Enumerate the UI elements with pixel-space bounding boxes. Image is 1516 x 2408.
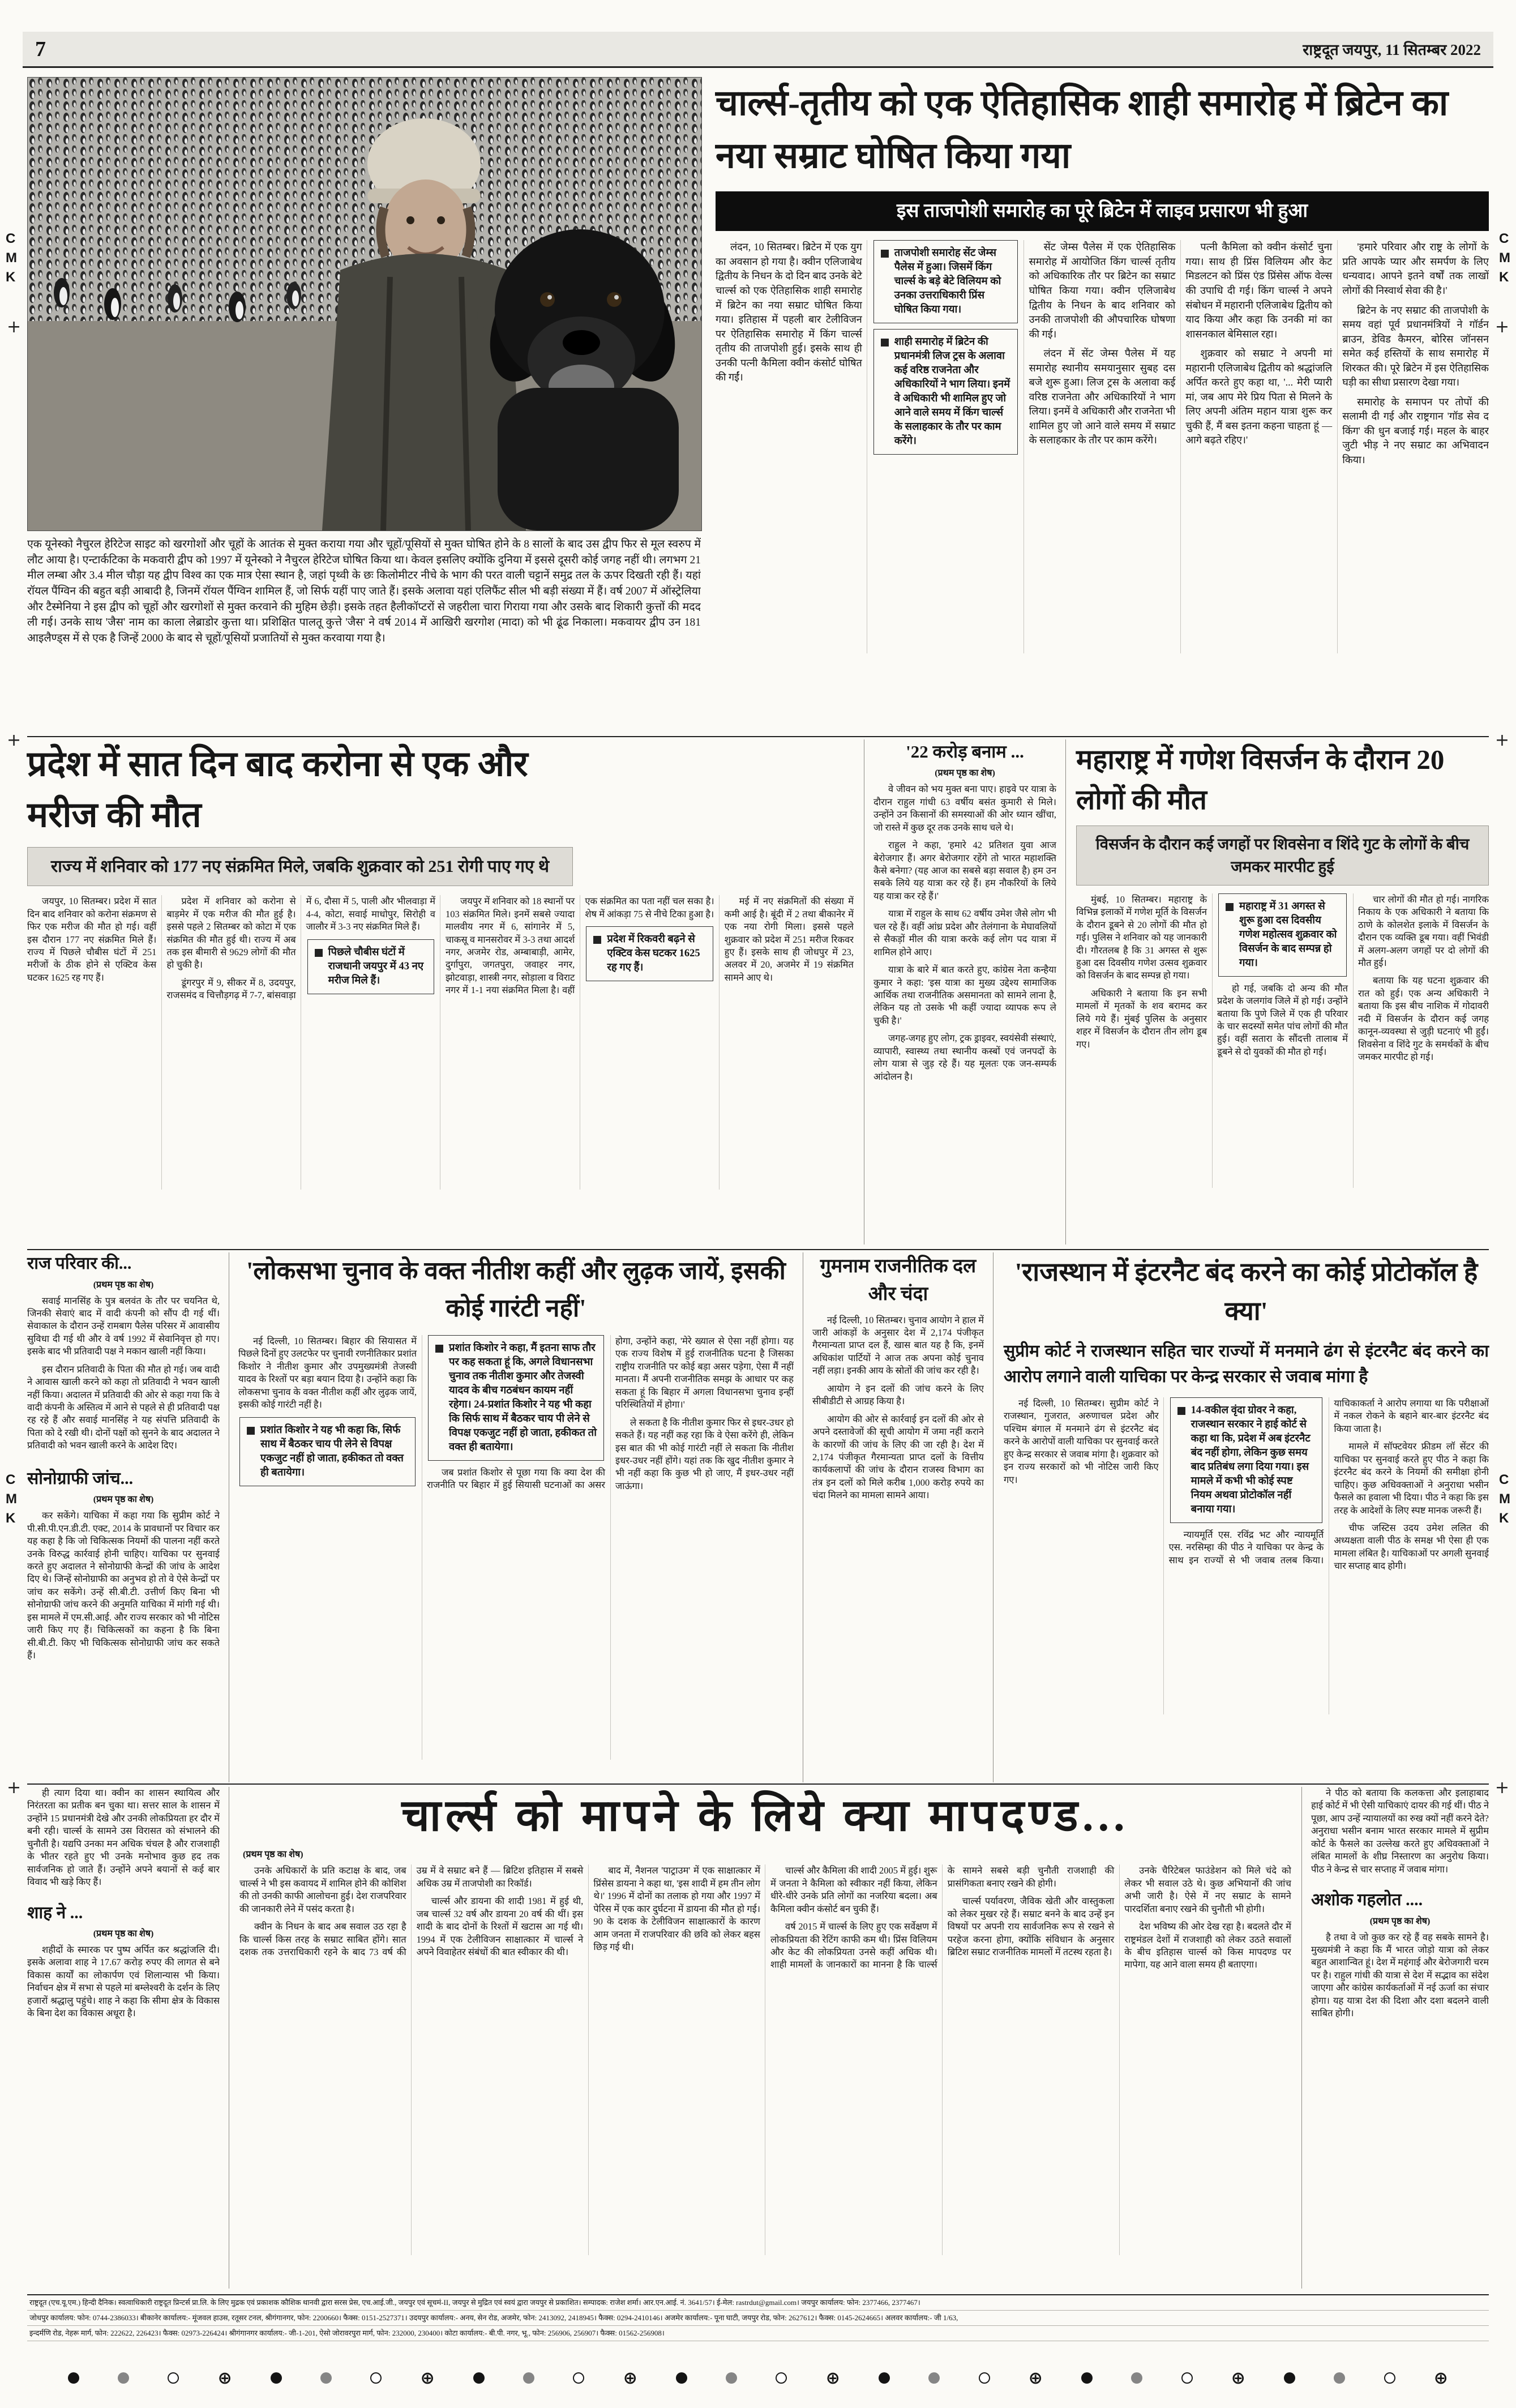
- article-internet-shutdown: [993, 1252, 1489, 1782]
- cmk-k: K: [1499, 1511, 1509, 1526]
- article-ganesh-visarjan: [1065, 739, 1489, 1244]
- continuation-label: (प्रथम पृष्ठ का शेष): [93, 1280, 154, 1290]
- bottom-right-column: [1302, 1787, 1489, 2289]
- square-bullet-icon: [315, 949, 323, 957]
- registration-cross-icon: ⊕: [420, 2368, 435, 2388]
- paragraph: हो गई, जबकि दो अन्य की मौत प्रदेश के जलगांव जिले में हो गई। उन्होंने बताया कि पुणे जिले में एक ही परिवार के चार सदस्यों समेत पांच लोगों की मौत हुई। वहीं सतारा के सौंदत्ती तालाब में डूबने से दो युवकों की मौत हो गई।: [1217, 982, 1348, 1057]
- paragraph: चार लोगों की मौत हो गई। नागरिक निकाय के एक अधिकारी ने बताया कि ठाणे के कोलशेत इलाके में विसर्जन के दौरान एक व्यक्ति डूब गया। वहीं भिवंडी में अलग-अलग जगहों पर दो लोगों की मौत हुई।: [1358, 893, 1489, 969]
- registration-cross: +: [1494, 1778, 1509, 1798]
- bullet-text: शाही समारोह में ब्रिटेन की प्रधानमंत्री लिज ट्रस के अलावा कई वरिष्ठ राजनेता और अधिकारियों ने भाग लिया। इनमें वे अधिकारी भी शामिल हुए जो आने वाले समय में किंग चार्ल्स के सलाहकार के तौर पर काम करेंगे।: [894, 336, 1010, 447]
- note-text: महाराष्ट्र में 31 अगस्त से शुरू हुआ दस दिवसीय गणेश महोत्सव शुक्रवार को विसर्जन के बाद सम्पन्न हो गया।: [1239, 900, 1337, 969]
- paragraph: यात्रा में राहुल के साथ 62 वर्षीय उमेश जैसे लोग भी चल रहे हैं। वहीं आंध्र प्रदेश और तेलंगाना के मेघावलियों से सैकड़ों मील की यात्रा करके कई लोग पद यात्रा में शामिल होने आए।: [873, 908, 1056, 957]
- paragraph: उनके अधिकारों के प्रति कटाक्ष के बाद, जब चार्ल्स ने भी इस कवायद में शामिल होने की कोशिश की तो उनकी काफी आलोचना हुई। देश राजपरिवार की जानकारी लेने में पसंद करता है।: [239, 1865, 406, 1914]
- corona-note: [307, 939, 434, 994]
- paragraph: वर्ष 2015 में चार्ल्स के लिए हुए एक सर्वेक्षण में लोकप्रियता की रेटिंग काफी कम थी। प्रिंस विलियम और केट की लोकप्रियता उनसे कहीं अधिक थी। शाही मामलों के जानकारों का मानना है कि चार्ल्स के सामने सबसे बड़ी चुनौती राजशाही की प्रासंगिकता बनाए रखने की होगी।: [770, 1865, 1115, 1970]
- registration-cross-icon: ⊕: [623, 2368, 637, 2388]
- corona-headline: प्रदेश में सात दिन बाद करोना से एक और मरीज की मौत: [27, 745, 528, 835]
- page-header: [23, 32, 1493, 68]
- cmk-m: M: [1499, 1491, 1510, 1507]
- masthead-title: राष्ट्रदूत जयपुर, 11 सितम्बर 2022: [1303, 41, 1481, 58]
- paragraph: मई में नए संक्रमितों की संख्या में कमी आई है। बूंदी में 2 तथा बीकानेर में एक नया रोगी मिला। इससे पहले शुक्रवार को प्रदेश में 251 मरीज रिकवर हुए हैं। इसके साथ ही जोधपुर में 23, अलवर में 20, अजमेर में 19 संक्रमित सामने आए थे।: [724, 896, 854, 983]
- cmk-c: C: [6, 231, 16, 246]
- raj-parivar-body: [27, 1295, 220, 1457]
- b22-headline: '22 करोड़ बनाम ...: [906, 742, 1024, 762]
- square-bullet-icon: [593, 936, 601, 944]
- nitish-body: [238, 1335, 794, 1760]
- article-gehlot-continuation: [1311, 1889, 1489, 2025]
- bottom-section: [27, 1787, 1489, 2289]
- continuation-label: (प्रथम पृष्ठ का शेष): [93, 1929, 154, 1939]
- mapdand-left-lead: [27, 1787, 220, 1894]
- paragraph: यात्रा के बारे में बात करते हुए, कांग्रेस नेता कन्हैया कुमार ने कहा: 'इस यात्रा का मुख्य उद्देश्य सामाजिक आर्थिक तथा राजनीतिक असमानता को सामने लाना है, लेकिन यह तो उसके भी कहीं ज्यादा व्यापक रूप ले चुकी है।': [873, 964, 1056, 1026]
- paragraph: मुंबई, 10 सितम्बर। महाराष्ट्र के विभिन्न इलाकों में गणेश मूर्ति के विसर्जन के दौरान डूबने से 20 लोगों की मौत हो गई। पुलिस ने शनिवार को यह जानकारी दी। गौरतलब है कि 31 अगस्त से शुरू हुआ दस दिवसीय गणेश उत्सव शुक्रवार को विसर्जन के बाद सम्पन्न हो गया।: [1076, 893, 1207, 981]
- paragraph: उनके चैरिटेबल फाउंडेशन को मिले चंदे को लेकर भी सवाल उठे थे। कुछ अभियानों की जांच अभी जारी है। ऐसे में नए सम्राट के सामने पारदर्शिता बनाए रखने की चुनौती भी होगी।: [1124, 1865, 1291, 1914]
- cmk-c: C: [6, 1472, 16, 1487]
- registration-dot-icon: [676, 2372, 687, 2384]
- photo-illustration: [28, 78, 701, 531]
- paragraph: समारोह के समापन पर तोपों की सलामी दी गई और राष्ट्रगान 'गॉड सेव द किंग' की धुन बजाई गई। महल के बाहर जुटी भीड़ ने नए सम्राट का अभिवादन किया।: [1342, 396, 1489, 466]
- continuation-label: (प्रथम पृष्ठ का शेष): [1369, 1916, 1431, 1926]
- ganesh-note: [1218, 893, 1347, 977]
- corona-note: [586, 926, 713, 981]
- paragraph: मामले में सॉफ्टवेयर फ्रीडम लॉ सेंटर की याचिका पर सुनवाई करते हुए पीठ ने कहा कि इंटरनैट बंद करने के नियमों की समीक्षा होनी चाहिए। कुछ अधिवक्ताओं ने अनुराधा भसीन फैसले का हवाला भी दिया। पीठ ने कहा कि इस तरह के आदेशों के लिए स्पष्ट मानक जरूरी हैं।: [1334, 1441, 1489, 1516]
- cmk-k: K: [6, 1511, 16, 1526]
- note-text: प्रशांत किशोर ने यह भी कहा कि, सिर्फ साथ में बैठकर चाय पी लेने से विपक्ष एकजुट नहीं हो जाता, हकीकत तो वक्त ही बतायेगा।: [260, 1424, 404, 1478]
- registration-dot-icon: [271, 2372, 282, 2384]
- continuation-label: (प्रथम पृष्ठ का शेष): [935, 768, 995, 779]
- paragraph: जयपुर में शनिवार को 18 स्थानों पर 103 संक्रमित मिले। इनमें सबसे ज्यादा मालवीय नगर में 6, सांगानेर में 5, चाकसू व मानसरोवर में 3-3 तथा आदर्श नगर, अजमेर रोड, अम्बाबाड़ी, आमेर, दुर्गापुरा, जगतपुरा, जवाहर नगर, झोटवाड़ा, शास्त्री नगर, सोड़ाला व विराट नगर में 1-1 नया संक्रमित मिला है। वहीं एक संक्रमित का पता नहीं चल सका है। शेष में आंकड़ा 75 से नीचे टिका हुआ है।: [445, 896, 714, 996]
- registration-cross: +: [1494, 730, 1509, 750]
- registration-dot-icon: [168, 2372, 179, 2384]
- paragraph: देश भविष्य की ओर देख रहा है। बदलते दौर में राष्ट्रमंडल देशों में राजशाही को लेकर उठते सवालों के बीच इतिहास चार्ल्स को किस मापदण्ड पर मापेगा, यह आने वाला समय ही बताएगा।: [1124, 1921, 1291, 1970]
- internet-headline: 'राजस्थान में इंटरनैट बंद करने का कोई प्रोटोकॉल है क्या': [1014, 1258, 1478, 1325]
- square-bullet-icon: [881, 250, 889, 258]
- note-text: प्रदेश में रिकवरी बढ़ने से एक्टिव केस घटकर 1625 रह गए हैं।: [607, 934, 700, 974]
- penguin-island-photo: [27, 77, 702, 531]
- registration-dot-icon: [928, 2372, 940, 2384]
- cmk-k: K: [6, 270, 16, 285]
- paragraph: लंदन में सेंट जेम्स पैलेस में यह समारोह स्थानीय समयानुसार सुबह दस बजे शुरू हुआ। लिज ट्रस के अलावा कई वरिष्ठ राजनेता और अधिकारियों ने भाग लिया। इनमें वे अधिकारी और राजनेता भी शामिल हुए जो आने वाले समय में सम्राट के सलाहकार के तौर पर काम करेंगे।: [1029, 348, 1176, 446]
- paragraph: ब्रिटेन के नए सम्राट की ताजपोशी के समय वहां पूर्व प्रधानमंत्रियों ने गॉर्डन ब्राउन, डेविड कैमरन, बोरिस जॉनसन समेत कई हस्तियों के साथ समारोह में शिरकत की। पूरे ब्रिटेन में इस ऐतिहासिक घड़ी का सीधा प्रसारण देखा गया।: [1342, 304, 1489, 388]
- article-mapdand: [229, 1787, 1302, 2289]
- paragraph: नई दिल्ली, 10 सितम्बर। सुप्रीम कोर्ट ने राजस्थान, गुजरात, अरुणाचल प्रदेश और पश्चिम बंगाल में मनमाने ढंग से इंटरनैट बंद करने के आरोपों वाली याचिका पर सुनवाई करते हुए केन्द्र सरकार से जवाब मांगा है। शुक्रवार को इन राज्य सरकारों को भी नोटिस जारी किए गए।: [1004, 1398, 1159, 1485]
- paragraph: बाद में, नैशनल 'पाट्राउम' में एक साक्षात्कार में प्रिंसेस डायना ने कहा था, 'इस शादी में हम तीन लोग थे।' 1996 में दोनों का तलाक हो गया और 1997 में पेरिस में एक कार दुर्घटना में डायना की मौत हो गई। 90 के दशक के टेलीविजन साक्षात्कारों के कारण आम जनता में राजपरिवार की छवि को लेकर बहस छिड़ गई थी।: [593, 1865, 760, 1953]
- paragraph: न्यायमूर्ति एस. रविंद्र भट और न्यायमूर्ति एस. नरसिम्हा की पीठ ने याचिका पर केन्द्र के साथ इन राज्यों से भी जवाब तलब किया। याचिकाकर्ता ने आरोप लगाया था कि परीक्षाओं में नकल रोकने के बहाने बार-बार इंटरनैट बंद किया जाता है।: [1168, 1398, 1489, 1566]
- gumnam-body: [812, 1314, 984, 1761]
- registration-dot-icon: [68, 2372, 79, 2384]
- gumnam-headline: गुमनाम राजनीतिक दल और चंदा: [820, 1256, 977, 1305]
- note-text: 14-वकील वृंदा ग्रोवर ने कहा, राजस्थान सरकार ने हाई कोर्ट से कहा था कि, प्रदेश में अब इंटरनैट बंद नहीं होगा, लेकिन कुछ समय बाद प्रतिबंध लगा दिया गया। इस मामले में कभी भी कोई स्पष्ट नियम अथवा प्रोटोकॉल नहीं बनाया गया।: [1190, 1405, 1311, 1515]
- registration-dot-icon: [1284, 2372, 1295, 2384]
- square-bullet-icon: [247, 1427, 255, 1435]
- internet-body: [1004, 1397, 1489, 1714]
- paragraph: बताया कि यह घटना शुक्रवार की रात को हुई। एक अन्य अधिकारी ने बताया कि इस बीच नाशिक में गोदावरी नदी में विसर्जन के दौरान कई जगह कानून-व्यवस्था से जुड़ी घटनाएं भी हुईं। शिवसेना व शिंदे गुट के समर्थकों के बीच जमकर मारपीट हो गई।: [1358, 975, 1489, 1063]
- paragraph: जगह-जगह हुए लोग, ट्रक ड्राइवर, स्वयंसेवी संस्थाएं, व्यापारी, स्वास्थ्य तथा स्थानीय कस्बों एवं जनपदों के लोग यात्रा से जुड़ रहे हैं। यह मूलतः एक जन-सम्पर्क आंदोलन है।: [873, 1033, 1056, 1082]
- ganesh-subhead: विसर्जन के दौरान कई जगहों पर शिवसेना व शिंदे गुट के लोगों के बीच जमकर मारपीट हुई: [1076, 826, 1489, 886]
- nitish-headline: 'लोकसभा चुनाव के वक्त नीतीश कहीं और लुढ़क जायें, इसकी कोई गारंटी नहीं': [246, 1257, 786, 1322]
- paragraph: आयोग की ओर से कार्रवाई इन दलों की ओर से अपने दस्तावेजों की सूची आयोग में जमा नहीं कराने के कारणों की जांच के लिए की जा रही है। देश में 2,174 पंजीकृत गैरमान्यता प्राप्त दलों के वित्तीय कार्यकलापों की जांच के दौरान राजस्व विभाग का तंत्र इन दलों को मिले करीब 1,000 करोड़ रुपये का चंदा मिलने का मामला सामने आया।: [812, 1413, 984, 1501]
- square-bullet-icon: [881, 339, 889, 347]
- imprint-line: इन्दर्मणि रोड, नेहरू मार्ग, फोन: 222622, 226423। फैक्स: 02973-226424। श्रीगंगानगर कार्यालय:- जी-1-201, ऐसो जोरावरपुरा मार्ग, फोन: 232000, 230400। कोटा कार्यालय:- बी.पी. नगर, भू., फोन: 256906, 256907। फैक्स: 01562-256908।: [27, 2326, 1489, 2341]
- middle-section: [27, 739, 1489, 1244]
- bullet-text: ताजपोशी समारोह सेंट जेम्स पैलेस में हुआ। जिसमें किंग चार्ल्स के बड़े बेटे विलियम को उनका उत्तराधिकारी प्रिंस घोषित किया गया।: [894, 247, 1001, 316]
- paragraph: क्वीन के निधन के बाद अब सवाल उठ रहा है कि चार्ल्स किस तरह के सम्राट साबित होंगे। सात दशक तक उत्तराधिकारी रहने के बाद 73 वर्ष की उम्र में वे सम्राट बने हैं — ब्रिटिश इतिहास में सबसे अधिक उम्र में ताजपोशी का रिकॉर्ड।: [239, 1865, 584, 1958]
- nitish-note: [239, 1417, 416, 1486]
- charles-headline: चार्ल्स-तृतीय को एक ऐतिहासिक शाही समारोह में ब्रिटेन का नया सम्राट घोषित किया गया: [716, 83, 1449, 176]
- registration-dot-icon: [523, 2372, 534, 2384]
- raj-parivar-headline: राज परिवार की...: [27, 1254, 132, 1273]
- shah-headline: शाह ने ...: [27, 1903, 83, 1922]
- cmk-m: M: [6, 250, 17, 266]
- cmk-k: K: [1499, 270, 1509, 285]
- registration-dot-icon: [979, 2372, 990, 2384]
- paragraph: 'हमारे परिवार और राष्ट्र के लोगों के प्रति आपके प्यार और समर्पण के लिए धन्यवाद। आपने इतने वर्षों तक लाखों लोगों की निस्वार्थ सेवा की है।': [1342, 241, 1489, 296]
- paragraph: आयोग ने इन दलों की जांच करने के लिए सीबीडीटी से आग्रह किया है।: [812, 1383, 984, 1407]
- square-bullet-icon: [1226, 903, 1234, 911]
- paragraph: सेंट जेम्स पैलेस में एक ऐतिहासिक समारोह में आयोजित किंग चार्ल्स तृतीय को अधिकारिक तौर पर ब्रिटेन का सम्राट घोषित किया गया। क्वीन एलिजाबेथ द्वितीय के निधन के बाद शनिवार को उनकी ताजपोशी की औपचारिक घोषणा की गई।: [1029, 241, 1176, 340]
- ganesh-headline: महाराष्ट्र में गणेश विसर्जन के दौरान 20 लोगों की मौत: [1076, 744, 1445, 816]
- registration-cmk-right-mid: [1499, 1472, 1510, 1526]
- paragraph: वे जीवन को भय मुक्त बना पाए। हाइवे पर यात्रा के दौरान राहुल गांधी 63 वर्षीय बसंत कुमारी से मिले। उन्होंने उन किसानों की समस्याओं की ओर ध्यान खींचा, जो रास्ते में कुछ दूर तक उनके साथ चले थे।: [873, 784, 1056, 833]
- paragraph: पत्नी कैमिला को क्वीन कंसोर्ट चुना गया। साथ ही प्रिंस विलियम और केट मिडलटन को प्रिंस एंड प्रिंसेस ऑफ वेल्स की उपाधि दी गई। किंग चार्ल्स ने अपने संबोधन में महारानी एलिजाबेथ द्वितीय को याद किया और कहा कि उनकी मां का शासनकाल बेमिसाल रहा।: [1185, 241, 1333, 340]
- lead-photo-block: [27, 77, 701, 733]
- registration-dot-icon: [1131, 2372, 1142, 2384]
- charles-bullet: [873, 329, 1018, 455]
- internet-note: [1170, 1397, 1323, 1523]
- registration-dot-icon: [726, 2372, 737, 2384]
- paragraph: है तथा वे जो कुछ कर रहे हैं वह सबके सामने है। मुख्यमंत्री ने कहा कि मैं भारत जोड़ो यात्रा को लेकर बहुत आशान्वित हूं। देश में महंगाई और बेरोजगारी चरम पर है। राहुल गांधी की यात्रा से देश में सद्भाव का संदेश जाएगा और कांग्रेस कार्यकर्ताओं में नई ऊर्जा का संचार होगा। यह यात्रा देश की दिशा और दशा बदलने वाली साबित होगी।: [1311, 1931, 1489, 2019]
- charles-standfirst: इस ताजपोशी समारोह का पूरे ब्रिटेन में लाइव प्रसारण भी हुआ: [716, 191, 1489, 231]
- b22-body: [873, 783, 1056, 1202]
- paragraph: इस दौरान प्रतिवादी के पिता की मौत हो गई। जब वादी ने आवास खाली करने को कहा तो प्रतिवादी ने भवन खाली नहीं किया। अदालत में प्रतिवादी की ओर से कहा गया कि वे वादी कंपनी के अस्तित्व में आने से पहले से ही प्रतिवादी पक्ष रह रहे हैं और सवाई मानसिंह ने यह संपत्ति प्रतिवादी के पिता को दे रखी थी। दोनों पक्षों को सुनने के बाद अदालत ने प्रतिवादी को भवन खाली करने के आदेश दिए।: [27, 1363, 220, 1451]
- mapdand-body: [239, 1864, 1291, 2255]
- article-sonography-continuation: [27, 1468, 220, 1667]
- cmk-m: M: [6, 1491, 17, 1507]
- internet-tail: [1311, 1787, 1489, 1881]
- article-charles-coronation: [716, 77, 1489, 733]
- cmk-m: M: [1499, 250, 1510, 266]
- registration-dot-icon: [573, 2372, 584, 2384]
- registration-dot-icon: [776, 2372, 787, 2384]
- left-continuation-column: [27, 1252, 229, 1782]
- photo-caption: एक यूनेस्को नैचुरल हेरिटेज साइट को खरगोशों और चूहों के आतंक से मुक्त कराया गया और चूहों/पूसियों से मुक्त घोषित होने के 8 सालों के बाद उस द्वीप फिर से मूल स्वरुप में लौट आया है। एन्टार्कटिका के मकवारी द्वीप को 1997 में यूनेस्को ने नैचुरल हेरिटेज घोषित किया था। केवल इसलिए क्योंकि दुनिया में इससे दूसरी कोई जगह नहीं थी। लगभग 21 मील लम्बा और 3.4 मील चौड़ा यह द्वीप विश्व का एक मात्र ऐसा स्थान है, जहां पृथ्वी के छः किलोमीटर नीचे के भाग की परत वाली चट्टानें समुद्र तल के ऊपर दिखती रही हैं। यहां रॉयल पैंग्विन की बहुत बड़ी आबादी है, जिनमें रॉयल पैंग्विन शामिल हैं, जो सिर्फ यहीं पाए जाते हैं। इसके अलावा यहां एलिफैंट सील भी बड़ी संख्या में हैं। वर्ष 2007 में ऑस्ट्रेलिया और टैस्मेनिया ने इस द्वीप को चूहों और खरगोशों से मुक्त करवाने की मुहिम छेड़ी। इसके तहत हैलीकॉप्टरों से जहरीला चारा गिराया गया और उसके बाद शिकारी कुत्तों की मदद ली गई। उनके साथ 'जैस' नाम का काला लेब्राडोर कुत्ता था। प्रशिक्षित पालतू कुत्ते 'जैस' ने वर्ष 2014 में आखिरी खरगोश (मादा) को भी ढूंढ निकाला। मकवायर द्वीप उन 181 आइलैण्ड्स में से एक है जिन्हें 2000 के बाद से चूहों/पूसियों प्रजातियों से मुक्त करवाया गया है।: [27, 538, 701, 645]
- charles-body: [716, 240, 1489, 653]
- registration-dot-icon: [1334, 2372, 1345, 2384]
- registration-dot-icon: [118, 2372, 129, 2384]
- registration-cmk-left-mid: [6, 1472, 17, 1526]
- nitish-note: [428, 1335, 604, 1461]
- paragraph: प्रदेश में शनिवार को करोना से बाड़मेर में एक मरीज की मौत हुई है। इससे पहले 2 सितम्बर को कोटा में एक संक्रमित की मौत हुई थी। राज्य में अब तक इस बीमारी से 9629 लोगों की मौत हो चुकी है।: [166, 896, 296, 970]
- square-bullet-icon: [435, 1345, 443, 1353]
- bottom-left-column: [27, 1787, 229, 2289]
- registration-dot-icon: [1384, 2372, 1395, 2384]
- registration-strip: [68, 2366, 1448, 2390]
- section-divider: [27, 736, 1489, 737]
- imprint-line: जोधपुर कार्यालय: फोन: 0744-2386033। बीकानेर कार्यालय:- मूंजवल हाउस, रतूसर टनल, श्रीगंगानगर, फोन: 2200660। फैक्स: 0151-2527371। उदयपुर कार्यालय:- अनय, सेन रोड, अजमेर, फोन: 2413092, 2418945। फैक्स: 0294-2410146। अजमेर कार्यालय:- पूना घाटी, जयपुर रोड, फोन: 2627612। फैक्स: 0145-2624665। अलवर कार्यालय:- जी 1/63,: [27, 2311, 1489, 2326]
- registration-dot-icon: [473, 2372, 485, 2384]
- corona-subhead: राज्य में शनिवार को 177 नए संक्रमित मिले, जबकि शुक्रवार को 251 रोगी पाए गए थे: [27, 847, 573, 887]
- shah-body: [27, 1944, 220, 2025]
- paragraph: डूंगरपुर में 9, सीकर में 8, उदयपुर, राजसमंद व चित्तौड़गढ़ में 7-7, बांसवाड़ा में 6, दौसा में 5, पाली और भीलवाड़ा में 4-4, कोटा, सवाई माधोपुर, सिरोही व जालौर में 3-3 नए संक्रमित मिले हैं।: [166, 896, 435, 1001]
- note-text: पिछले चौबीस घंटों में राजधानी जयपुर में 43 नए मरीज मिले हैं।: [328, 946, 424, 986]
- sonography-headline: सोनोग्राफी जांच...: [27, 1469, 134, 1488]
- paragraph: ले सकता है कि नीतीश कुमार फिर से इधर-उधर हो सकते हैं। यह नहीं कह रहा कि वे ऐसा करेंगे ही, लेकिन इस बात की भी कोई गारंटी नहीं ले सकता कि नीतीश इधर-उधर नहीं होंगे। यहां तक कि खुद नीतीश कुमार ने भी नहीं कहा कि कुछ भी हो जाए, मैं इधर-उधर नहीं जाऊंगा।: [615, 1417, 794, 1491]
- paragraph: ही त्याग दिया था। क्वीन का शासन स्थायित्व और निरंतरता का प्रतीक बन चुका था। सत्तर साल के शासन में उन्होंने 15 प्रधानमंत्री देखे और उनकी लोकप्रियता हर दौर में बनी रही। चार्ल्स के सामने उस विरासत को संभालने की चुनौती है। यद्यपि उनका मन अधिक चंचल है और राजशाही के भीतर रहते हुए भी उनके मनोभाव कुछ हद तक सार्वजनिक हो जाते हैं। उन्होंने अपने बयानों से कई बार विवाद भी खड़े किए हैं।: [27, 1787, 220, 1888]
- paragraph: चार्ल्स और कैमिला की शादी 2005 में हुई। शुरू में जनता ने कैमिला को स्वीकार नहीं किया, लेकिन धीरे-धीरे उनके प्रति लोगों का नजरिया बदला। अब कैमिला क्वीन कंसोर्ट बन चुकी हैं।: [770, 1865, 937, 1914]
- registration-dot-icon: [1081, 2372, 1093, 2384]
- registration-dot-icon: [1181, 2372, 1193, 2384]
- paragraph: कर सकेंगे। याचिका में कहा गया कि सुप्रीम कोर्ट ने पी.सी.पी.एन.डी.टी. एक्ट, 2014 के प्रावधानों पर विचार कर यह कहा है कि जो चिकित्सक नियमों की पालना नहीं करते उनके विरुद्ध कार्रवाई होनी चाहिए। याचिका पर सुनवाई करते हुए अदालत ने सोनोग्राफी केन्द्रों की जांच के आदेश दिए थे। जिन्हें सोनोग्राफी का अनुभव हो तो वे ऐसे केन्द्रों पर जांच कर सकेंगे। उन्हें सी.बी.टी. उत्तीर्ण किए बिना भी सोनोग्राफी जांच करने की अनुमति याचिका में मांगी गई थी। इस मामले में एम.सी.आई. और राज्य सरकार को भी नोटिस जारी किए गए हैं। चिकित्सकों का कहना है कि बिना सी.बी.टी. किए भी चिकित्सक सोनोग्राफी जांच कर सकते हैं।: [27, 1510, 220, 1661]
- charles-bullet: [873, 240, 1018, 323]
- continuation-label: (प्रथम पृष्ठ का शेष): [93, 1495, 154, 1505]
- registration-dot-icon: [879, 2372, 890, 2384]
- paragraph: राहुल ने कहा, 'हमारे 42 प्रतिशत युवा आज बेरोजगार हैं। अगर बेरोजगार रहेंगे तो भारत महाशक्ति कैसे बनेगा? (यह आज का सबसे बड़ा सवाल है) हम उन सबके लिये यह यात्रा कर रहे हैं। हम नौकरियों के लिये यह यात्रा कर रहे हैं।': [873, 840, 1056, 901]
- lower-middle-section: [27, 1252, 1489, 1782]
- registration-cross-icon: ⊕: [1028, 2368, 1043, 2388]
- imprint-footer: [27, 2294, 1489, 2341]
- mapdand-headline: चार्ल्स को मापने के लिये क्या मापदण्ड...: [401, 1791, 1129, 1840]
- registration-cross-icon: ⊕: [825, 2368, 840, 2388]
- paragraph: जब प्रशांत किशोर से पूछा गया कि क्या देश की राजनीति पर बिहार में हुई सियासी घटनाओं का असर होगा, उन्होंने कहा, 'मेरे ख्याल से ऐसा नहीं होगा। यह एक राज्य विशेष में हुई राजनीतिक घटना है जिसका राष्ट्रीय राजनीति पर कोई बड़ा असर पड़ेगा, ऐसा मैं नहीं मानता। मैं अपनी राजनीतिक समझ के आधार पर कह सकता हूं कि बिहार में अगला विधानसभा चुनाव इन्हीं परिस्थितियों में होगा।': [427, 1336, 794, 1491]
- article-shah-continuation: [27, 1902, 220, 2025]
- cmk-c: C: [1499, 231, 1509, 246]
- registration-cmk-right-top: [1499, 231, 1510, 285]
- note-text: प्रशांत किशोर ने कहा, मैं इतना साफ तौर पर कह सकता हूं कि, अगले विधानसभा चुनाव तक नीतीश कुमार और तेजस्वी यादव के बीच गठबंधन कायम नहीं रहेगा। 24-प्रशांत किशोर ने यह भी कहा कि सिर्फ साथ में बैठकर चाय पी लेने से विपक्ष एकजुट नहीं हो जाता, हकीकत तो वक्त ही बतायेगा।: [449, 1342, 597, 1453]
- registration-cross-icon: ⊕: [1433, 2368, 1448, 2388]
- paragraph: सवाई मानसिंह के पुत्र बलवंत के तौर पर चयनित थे, जिनकी सेवाएं बाद में वादी कंपनी को सौंप दी गई थीं। सेवाकाल के दौरान उन्हें रामबाग पैलेस परिसर में आवासीय सुविधा दी गई थी और वे वर्ष 1992 में सेवानिवृत्त हो गए। इसके बाद भी प्रतिवादी पक्ष ने मकान खाली नहीं किया।: [27, 1295, 220, 1357]
- corona-body: [27, 895, 854, 1190]
- imprint-line: राष्ट्रदूत (एच.यू.एम.) हिन्दी दैनिक। स्वत्वाधिकारी राष्ट्रदूत प्रिन्टर्स प्रा.लि. के लिए मुद्रक एवं प्रकाशक कौशिक थानवी द्वारा सरस प्रेस, एच.आई.जी., जयपुर एवं सूचमं-II, जयपुर से मुद्रित एवं स्वयं द्वारा जयपुर से प्रकाशित। सम्पादक: राजेश शर्मा। आर.एन.आई. नं. 3641/57। ई-मेल: rastrdut@gmail.com। जयपुर कार्यालय: फोन: 2377466, 2377467।: [27, 2295, 1489, 2311]
- paragraph: शहीदों के स्मारक पर पुष्प अर्पित कर श्रद्धांजलि दी। इसके अलावा शाह ने 17.67 करोड़ रुपए की लागत से बने विकास कार्यों का लोकार्पण एवं शिलान्यास भी किया। निर्वाचन क्षेत्र में सभा से पहले मां बम्लेश्वरी के दर्शन के लिए हजारों श्रद्धालु पहुंचे। शाह ने कहा कि सीमा क्षेत्र के विकास के बिना देश का विकास अधूरा है।: [27, 1944, 220, 2019]
- gehlot-body: [1311, 1931, 1489, 2025]
- registration-cross-icon: ⊕: [1231, 2368, 1245, 2388]
- page-number: 7: [35, 37, 46, 61]
- ganesh-body: [1076, 893, 1489, 1188]
- article-nitish-prashant-kishor: [229, 1252, 803, 1782]
- square-bullet-icon: [1177, 1407, 1185, 1415]
- paragraph: चार्ल्स पर्यावरण, जैविक खेती और वास्तुकला को लेकर मुखर रहे हैं। सम्राट बनने के बाद उन्हें इन विषयों पर अपनी राय सार्वजनिक रूप से रखने से परहेज करना होगा, क्योंकि संविधान के अनुसार ब्रिटिश सम्राट राजनीतिक मामलों में तटस्थ रहता है।: [947, 1896, 1115, 1958]
- article-22-crore-continuation: [864, 739, 1065, 1244]
- registration-cross: +: [7, 1778, 22, 1798]
- paragraph: चीफ जस्टिस उदय उमेश ललित की अध्यक्षता वाली पीठ के समक्ष भी ऐसा ही एक मामला लंबित है। याचिकाओं पर अगली सुनवाई चार सप्ताह बाद होगी।: [1334, 1522, 1489, 1572]
- registration-cross: +: [1494, 317, 1509, 337]
- article-gumnam-parties: [803, 1252, 993, 1782]
- article-raj-parivar-continuation: [27, 1252, 220, 1457]
- continuation-label: (प्रथम पृष्ठ का शेष): [243, 1850, 303, 1860]
- gehlot-headline: अशोक गहलोत ....: [1311, 1891, 1423, 1910]
- section-divider: [27, 1783, 1489, 1785]
- registration-cross: +: [7, 317, 22, 337]
- top-section: [27, 77, 1489, 733]
- section-divider: [27, 1249, 1489, 1250]
- registration-dot-icon: [320, 2372, 332, 2384]
- registration-dot-icon: [370, 2372, 382, 2384]
- paragraph: नई दिल्ली, 10 सितम्बर। चुनाव आयोग ने हाल में जारी आंकड़ों के अनुसार देश में 2,174 पंजीकृत गैरमान्यता प्राप्त दल हैं, खास बात यह है कि, इनमें अधिकांश पार्टियों ने आज तक अपना कोई चुनाव नहीं लड़ा। इनकी आय के स्रोतों की जांच कर रही है।: [812, 1314, 984, 1376]
- paragraph: जयपुर, 10 सितम्बर। प्रदेश में सात दिन बाद शनिवार को करोना संक्रमण से फिर एक मरीज की मौत हो गई। वहीं इस दौरान 177 नए संक्रमित मिले हैं। राज्य में पिछले चौबीस घंटों में 251 मरीजों के ठीक होने से एक्टिव केस घटकर 1625 रह गए हैं।: [27, 896, 157, 983]
- paragraph: लंदन, 10 सितम्बर। ब्रिटेन में एक युग का अवसान हो गया है। क्वीन एलिजाबेथ द्वितीय के निधन के दो दिन बाद उनके बेटे चार्ल्स को एक ऐतिहासिक शाही समारोह में ब्रिटेन का नया सम्राट घोषित किया गया। इतिहास में पहली बार टेलीविजन पर ऐतिहासिक समारोह में किंग चार्ल्स तृतीय की ताजपोशी हुई। इसके साथ ही उनकी पत्नी कैमिला क्वीन कंसोर्ट घोषित की गईं।: [716, 241, 862, 383]
- registration-cross: +: [7, 730, 22, 750]
- sonography-body: [27, 1509, 220, 1667]
- article-corona-death: [27, 739, 864, 1244]
- paragraph: ने पीठ को बताया कि कलकत्ता और इलाहाबाद हाई कोर्ट में भी ऐसी याचिकाएं दायर की गई थीं। पीठ ने पूछा, आप उन्हें न्यायालयों का रुख क्यों नहीं करने देते? अनुराधा भसीन बनाम भारत सरकार मामले में सुप्रीम कोर्ट के फैसले का उल्लेख करते हुए अधिवक्ताओं ने लंबित मामलों के शीघ्र निस्तारण का अनुरोध किया। पीठ ने केन्द्र से चार सप्ताह में जवाब मांगा।: [1311, 1787, 1489, 1875]
- paragraph: चार्ल्स और डायना की शादी 1981 में हुई थी, जब चार्ल्स 32 वर्ष और डायना 20 वर्ष की थीं। इस शादी के बाद दोनों के रिश्तों में खटास आ गई थी। 1994 में एक टेलीविजन साक्षात्कार में चार्ल्स ने अपने विवाहेतर संबंधों की बात स्वीकार की थी।: [416, 1896, 584, 1958]
- registration-cross-icon: ⊕: [217, 2368, 232, 2388]
- paragraph: अधिकारी ने बताया कि इन सभी मामलों में मृतकों के शव बरामद कर लिये गये हैं। मुंबई पुलिस के अनुसार शहर में विसर्जन के दौरान तीन लोग डूब गए।: [1076, 987, 1207, 1050]
- registration-cmk-left-top: [6, 231, 17, 285]
- paragraph: नई दिल्ली, 10 सितम्बर। बिहार की सियासत में पिछले दिनों हुए उलटफेर पर चुनावी रणनीतिकार प्रशांत किशोर ने नीतीश कुमार और उपमुख्यमंत्री तेजस्वी यादव के रिश्तों पर बड़ा बयान दिया है। उन्होंने कहा कि लोकसभा चुनाव के वक्त नीतीश कहीं और लुढ़क जायें, इसकी कोई गारंटी नहीं है।: [238, 1336, 417, 1410]
- internet-subhead: सुप्रीम कोर्ट ने राजस्थान सहित चार राज्यों में मनमाने ढंग से इंटरनैट बंद करने का आरोप लगाने वाली याचिका पर केन्द्र सरकार से जवाब मांगा है: [1004, 1342, 1489, 1386]
- paragraph: शुक्रवार को सम्राट ने अपनी मां महारानी एलिजाबेथ द्वितीय को श्रद्धांजलि अर्पित करते हुए कहा था, '... मेरी प्यारी मां, जब आप मेरे प्रिय पिता से मिलने के लिए अपनी अंतिम महान यात्रा शुरू कर चुकी हैं, मैं बस इतना कहना चाहता हूं — आगे बढ़ते रहिए।': [1185, 348, 1333, 446]
- cmk-c: C: [1499, 1472, 1509, 1487]
